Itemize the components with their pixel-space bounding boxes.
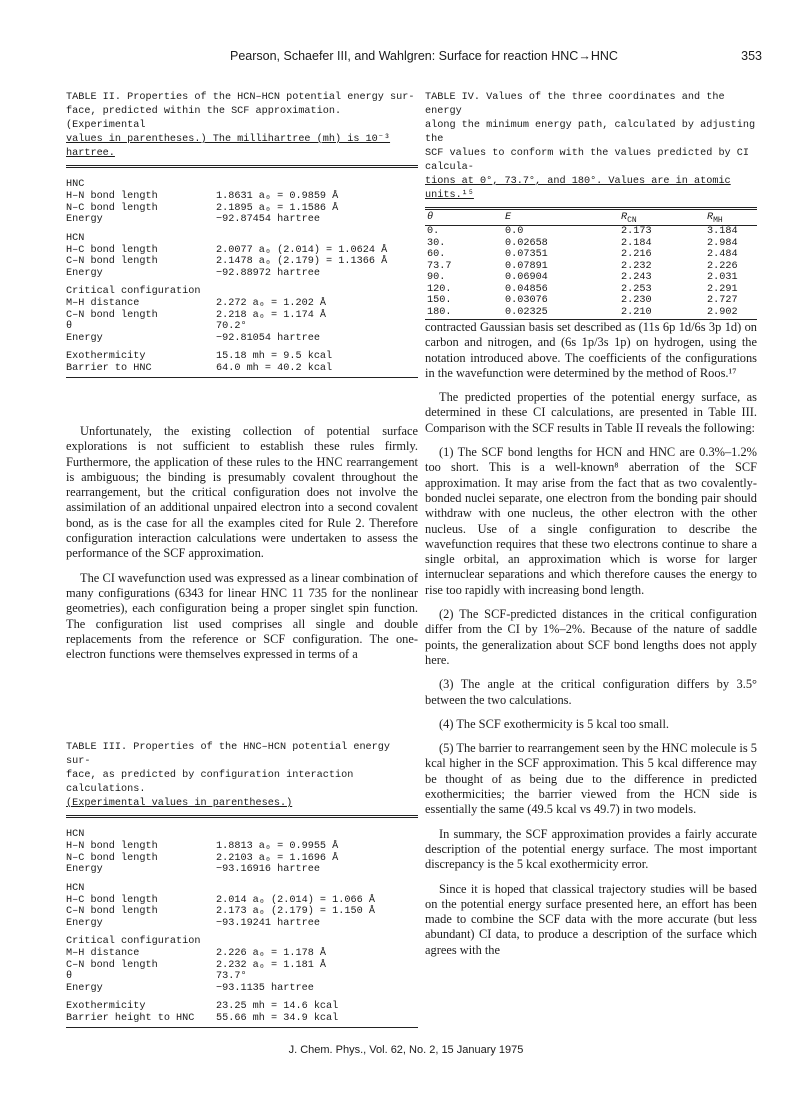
table-cell: 2.232 (621, 260, 652, 272)
table-cell: 2.216 (621, 249, 652, 260)
table-cell: 90. (427, 272, 446, 283)
table-row (66, 906, 418, 918)
table-cell: 2.226 (707, 260, 738, 272)
table-row (66, 895, 418, 907)
table-row (66, 310, 418, 322)
table-4-header-cell: θ (427, 212, 434, 223)
right-column-text (425, 320, 757, 967)
paragraph: (5) The barrier to rearrangement seen by the HNC molecule is 5 kcal higher in the SCF approximation. This 5 kcal difference may be thought of as being due to the difference in predicted exothermicities; the barrier viewed from the HCN side is essentially the same (49.5 kcal vs 49.7) in two models. (425, 741, 757, 817)
table-4-header-cell: E (505, 212, 512, 223)
table-row (66, 1001, 418, 1013)
table-2-top-rule (66, 165, 418, 168)
row-label: C–N bond length (66, 309, 158, 321)
table-row (425, 249, 757, 261)
table-cell: 0.04856 (505, 283, 548, 295)
table-cell: 0.07351 (505, 249, 548, 260)
table-cell: 73.7 (427, 260, 452, 272)
table-cell: 2.484 (707, 249, 738, 260)
table-section-title: HCN (66, 882, 85, 894)
table-cell: 150. (427, 295, 452, 306)
row-label: M–H distance (66, 298, 140, 309)
row-label: θ (66, 971, 73, 982)
row-label: H–N bond length (66, 841, 158, 852)
row-value: 2.014 a₀ (2.014) = 1.066 Å (216, 894, 375, 906)
table-gap (66, 994, 418, 1001)
row-label: N–C bond length (66, 202, 158, 214)
table-row (425, 226, 757, 238)
table-row (66, 256, 418, 268)
row-value: −92.88972 hartree (216, 267, 320, 279)
row-label: C–N bond length (66, 256, 158, 267)
table-section-title: HNC (66, 179, 85, 190)
table-row (425, 307, 757, 319)
table-row (66, 918, 418, 930)
table-cell: 2.902 (707, 306, 738, 318)
row-label: Energy (66, 982, 103, 994)
table-cell: 60. (427, 249, 446, 260)
row-label: C–N bond length (66, 959, 158, 971)
table-cell: 0.03076 (505, 295, 548, 306)
paragraph: (2) The SCF-predicted distances in the critical configuration differ from the CI by 1%–2%. Because of the nature of saddle points, the generalization about SCF bond lengths does not apply here. (425, 607, 757, 667)
table-cell: 0.07891 (505, 260, 548, 272)
table-row (425, 238, 757, 250)
table-cell: 2.173 (621, 226, 652, 237)
table-row (66, 853, 418, 865)
row-value: 70.2° (216, 321, 247, 332)
table-cell: 30. (427, 237, 446, 249)
row-label: H–C bond length (66, 894, 158, 906)
table-row (425, 261, 757, 273)
table-4-header-cell: $R_{CN}$ (621, 212, 637, 226)
table-2-body (66, 178, 418, 378)
row-label: Exothermicity (66, 1001, 146, 1012)
row-value: −92.81054 hartree (216, 332, 320, 344)
row-label: C–N bond length (66, 906, 158, 917)
row-value: 2.173 a₀ (2.179) = 1.150 Å (216, 906, 375, 917)
table-row (425, 295, 757, 307)
paragraph: (1) The SCF bond lengths for HCN and HNC are 0.3%–1.2% too short. This is a well-known⁸ aberration of the SCF approximation. It may arise from the fact that as two covalently-bonded nuclei separate, one electron from the bonding pair should withdraw with one nucleus, the other electron with the other nucleus. Use of a single configuration to describe the wavefunction requires that these two electrons continue to share a single orbital, an approximation which is worse for larger internuclear separations and which therefore causes the energy to rise too rapidly with increasing bond length. (425, 445, 757, 597)
table-cell: 2.230 (621, 295, 652, 306)
table-row (66, 960, 418, 972)
row-value: 1.8813 a₀ = 0.9955 Å (216, 841, 339, 852)
table-row (425, 272, 757, 284)
row-label: Energy (66, 917, 103, 929)
table-3-top-rule (66, 815, 418, 818)
table-3 (66, 741, 418, 1028)
row-label: H–N bond length (66, 191, 158, 202)
table-cell: 120. (427, 283, 452, 295)
table-bottom-rule (66, 1027, 418, 1028)
table-row (66, 268, 418, 280)
paragraph: In summary, the SCF approximation provides a fairly accurate description of the potential energy surface. The most important discrepancy is the 5 kcal exothermicity error. (425, 826, 757, 872)
table-row (66, 948, 418, 960)
table-cell: 0.06904 (505, 272, 548, 283)
table-cell: 2.210 (621, 306, 652, 318)
paragraph: The predicted properties of the potential energy surface, as determined in these CI calculations, are presented in Table III. Comparison with the SCF results in Table II reveals the following: (425, 390, 757, 435)
table-gap (66, 344, 418, 351)
table-cell: 3.184 (707, 226, 738, 237)
paragraph: (4) The SCF exothermicity is 5 kcal too small. (439, 716, 670, 731)
row-value: 2.1895 a₀ = 1.1586 Å (216, 202, 339, 214)
row-value: 2.218 a₀ = 1.174 Å (216, 309, 327, 321)
row-label: Energy (66, 267, 103, 279)
row-label: Exothermicity (66, 351, 146, 362)
table-bottom-rule (66, 377, 418, 378)
table-cell: 2.031 (707, 272, 738, 283)
table-4 (425, 91, 757, 320)
paragraph: contracted Gaussian basis set described as (11s 6p 1d/6s 3p 1d) on carbon and nitrogen, and (6s 1p/3s 1p) on hydrogen, using the notation introduced above. The coefficients of the configurations in the wavefunction were determined by the method of Roos.¹⁷ (425, 320, 757, 380)
paragraph: (3) The angle at the critical configuration differs by 3.5° between the two calculations. (425, 677, 757, 707)
row-value: 2.1478 a₀ (2.179) = 1.1366 Å (216, 256, 388, 267)
row-value: 15.18 mh = 9.5 kcal (216, 351, 333, 362)
row-value: 64.0 mh = 40.2 kcal (216, 362, 333, 374)
row-value: −93.16916 hartree (216, 864, 320, 875)
row-value: 73.7° (216, 971, 247, 982)
page-number: 353 (741, 49, 762, 63)
row-label: Energy (66, 332, 103, 344)
table-cell: 2.184 (621, 237, 652, 249)
table-row (66, 191, 418, 203)
table-2-caption: TABLE II. Properties of the HCN–HCN potential energy sur- face, predicted within the SCF approximation. (Experimental values in parentheses.) The millihartree (mh) is 10⁻³ hartree. (66, 92, 415, 159)
table-cell: 2.291 (707, 283, 738, 295)
table-3-caption: TABLE III. Properties of the HNC–HCN potential energy sur- face, as predicted by configuration interaction calculations. (Experimental values in parentheses.) (66, 742, 391, 809)
table-row (425, 284, 757, 296)
table-cell: 2.253 (621, 283, 652, 295)
row-label: Energy (66, 864, 103, 875)
row-value: 1.8631 a₀ = 0.9859 Å (216, 191, 339, 202)
table-cell: 0. (427, 226, 440, 237)
table-row (66, 203, 418, 215)
row-value: 2.272 a₀ = 1.202 Å (216, 298, 327, 309)
table-section-title: HCN (66, 829, 85, 840)
row-value: 23.25 mh = 14.6 kcal (216, 1001, 339, 1012)
row-label: Barrier to HNC (66, 362, 152, 374)
table-row (66, 333, 418, 345)
table-cell: 2.727 (707, 295, 738, 306)
table-cell: 2.243 (621, 272, 652, 283)
row-value: −93.19241 hartree (216, 917, 320, 929)
table-section-title: HCN (66, 232, 85, 244)
journal-footer: J. Chem. Phys., Vol. 62, No. 2, 15 January 1975 (288, 1044, 524, 1056)
table-row (66, 298, 418, 310)
table-cell: 2.984 (707, 237, 738, 249)
table-row (66, 351, 418, 363)
row-label: N–C bond length (66, 852, 158, 864)
table-3-body (66, 828, 418, 1028)
row-label: Energy (66, 214, 103, 225)
table-row (66, 321, 418, 333)
table-row (66, 841, 418, 853)
table-cell: 180. (427, 306, 452, 318)
table-row (66, 214, 418, 226)
row-label: θ (66, 321, 73, 332)
paragraph: The CI wavefunction used was expressed as a linear combination of many configurations (6343 for linear HNC 11 735 for the nonlinear geometries), each configuration being a proper singlet spin function. The configuration list used comprises all single and double replacements from the reference or SCF configuration. The one-electron functions were themselves expressed in terms of a (66, 570, 418, 662)
row-value: 2.226 a₀ = 1.178 Å (216, 948, 327, 959)
row-label: H–C bond length (66, 244, 158, 256)
row-label: M–H distance (66, 948, 140, 959)
row-value: −93.1135 hartree (216, 982, 314, 994)
row-value: 2.0077 a₀ (2.014) = 1.0624 Å (216, 244, 388, 256)
table-section-title: Critical configuration (66, 286, 201, 297)
table-cell: 0.02325 (505, 306, 548, 318)
row-value: 55.66 mh = 34.9 kcal (216, 1012, 339, 1024)
row-value: 2.232 a₀ = 1.181 Å (216, 959, 327, 971)
table-row (66, 1013, 418, 1025)
running-title: Pearson, Schaefer III, and Wahlgren: Surface for reaction HNC→HNC (230, 49, 618, 63)
table-row (66, 983, 418, 995)
paragraph: Unfortunately, the existing collection of potential surface explorations is not sufficient to establish these rules firmly. Furthermore, the application of these rules to the HNC rearrangement is ambiguous; the binding is presumably covalent throughout the rearrangement, but the critical configuration does not involve the assimilation of an additional unpaired electron into a second covalent bond, as is the case for all the examples cited for Rule 2. Therefore configuration interaction calculations were undertaken to assess the performance of the SCF approximation. (66, 424, 418, 561)
table-section-title: Critical configuration (66, 936, 201, 947)
table-cell: 0.0 (505, 226, 524, 237)
left-column-text (66, 424, 418, 671)
table-row (66, 245, 418, 257)
table-2 (66, 91, 418, 378)
row-label: Barrier height to HNC (66, 1012, 195, 1024)
table-row (66, 971, 418, 983)
table-4-body (425, 210, 757, 320)
table-row (66, 864, 418, 876)
table-4-header-row (425, 210, 757, 225)
row-value: 2.2103 a₀ = 1.1696 Å (216, 852, 339, 864)
row-value: −92.87454 hartree (216, 214, 320, 225)
running-header (0, 49, 812, 65)
table-4-caption: TABLE IV. Values of the three coordinates and the energy along the minimum energy path, calculated by adjusting the SCF values to conform with the values predicted by CI calcula- tions at 0°, 73.7°, and 180°. Values are in atomic units.¹⁵ (425, 92, 756, 201)
table-row (66, 363, 418, 375)
table-4-header-cell: $R_{MH}$ (707, 212, 723, 226)
table-cell: 0.02658 (505, 237, 548, 249)
paragraph: Since it is hoped that classical trajectory studies will be based on the potential energy surface presented here, an effort has been made to combine the SCF data with the more accurate (but less abundant) CI data, to produce a description of the surface which agrees with the (425, 881, 757, 957)
